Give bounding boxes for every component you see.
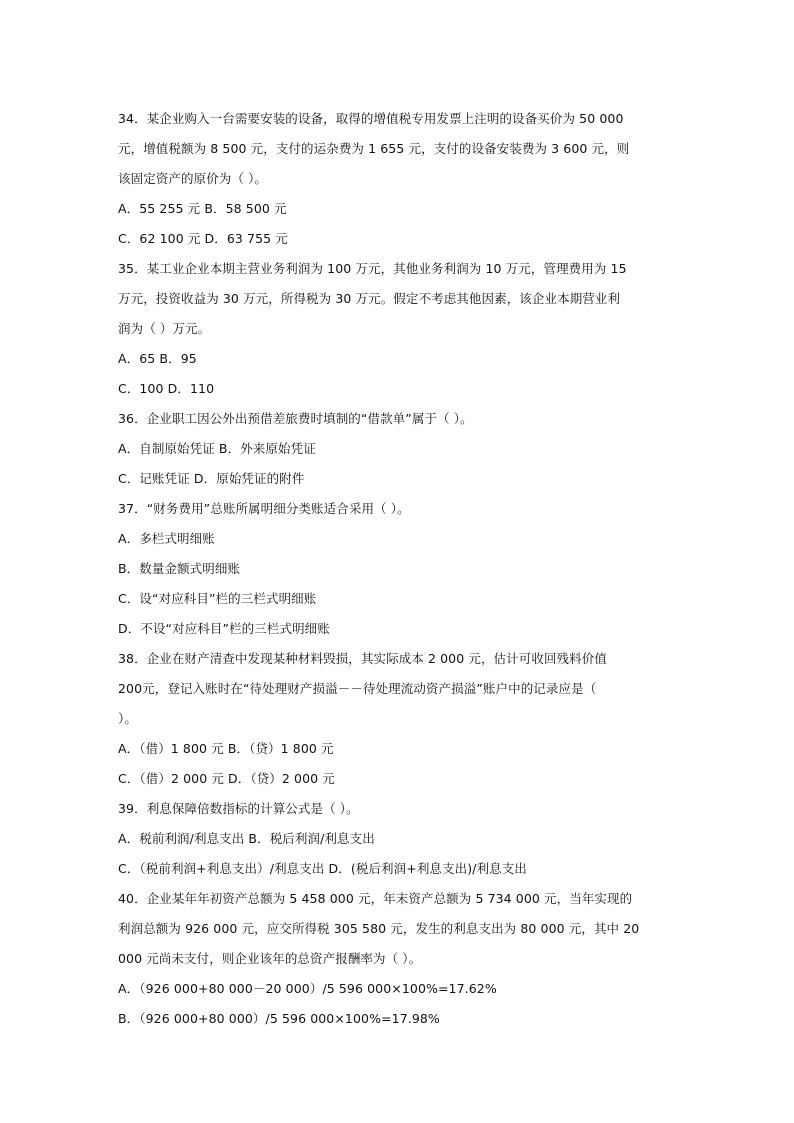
- q38-text-line-1: 38．企业在财产清查中发现某种材料毁损，其实际成本 2 000 元，估计可收回残料价值: [118, 651, 607, 666]
- q39-options-cd: C．（税前利润+利息支出）/利息支出 D．(税后利润+利息支出)/利息支出: [118, 861, 527, 876]
- q39-text: 39．利息保障倍数指标的计算公式是（ ）。: [118, 801, 359, 816]
- q35-text-line-2: 万元，投资收益为 30 万元，所得税为 30 万元。假定不考虑其他因素，该企业本期营业利: [118, 291, 621, 306]
- q38-text-line-2: 200元，登记入账时在“待处理财产损溢－－待处理流动资产损溢”账户中的记录应是（: [118, 681, 597, 696]
- q37-text: 37．“财务费用”总账所属明细分类账适合采用（ ）。: [118, 501, 410, 516]
- q36-text: 36．企业职工因公外出预借差旅费时填制的“借款单”属于（ ）。: [118, 411, 473, 426]
- q38-text-line-3: ）。: [118, 711, 137, 726]
- q36-options-cd: C．记账凭证 D．原始凭证的附件: [118, 471, 305, 486]
- q40-text-line-2: 利润总额为 926 000 元，应交所得税 305 580 元，发生的利息支出为 80 000 元，其中 20: [118, 921, 640, 936]
- q34-options-ab: A．55 255 元 B．58 500 元: [118, 201, 287, 216]
- q34-options-cd: C．62 100 元 D．63 755 元: [118, 231, 288, 246]
- q40-text-line-3: 000 元尚未支付，则企业该年的总资产报酬率为（ ）。: [118, 951, 422, 966]
- q35-options-ab: A．65 B．95: [118, 351, 197, 366]
- q34-text-line-1: 34．某企业购入一台需要安装的设备，取得的增值税专用发票上注明的设备买价为 50 000: [118, 111, 624, 126]
- q34-text-line-3: 该固定资产的原价为（ ）。: [118, 171, 268, 186]
- q37-option-d: D．不设“对应科目”栏的三栏式明细账: [118, 621, 330, 636]
- q35-text-line-3: 润为（ ）万元。: [118, 321, 211, 336]
- q40-option-a: A．（926 000+80 000－20 000）/5 596 000×100%=17.62%: [118, 981, 497, 996]
- q37-option-c: C．设“对应科目”栏的三栏式明细账: [118, 591, 317, 606]
- q37-option-a: A．多栏式明细账: [118, 531, 215, 546]
- q35-text-line-1: 35．某工业企业本期主营业务利润为 100 万元，其他业务利润为 10 万元，管理费用为 15: [118, 261, 627, 276]
- document-page: [118, 104, 678, 1034]
- q38-options-cd: C．（借）2 000 元 D．（贷）2 000 元: [118, 771, 335, 786]
- q34-text-line-2: 元，增值税额为 8 500 元，支付的运杂费为 1 655 元，支付的设备安装费为 3 600 元，则: [118, 141, 630, 156]
- q39-options-ab: A．税前利润/利息支出 B．税后利润/利息支出: [118, 831, 375, 846]
- q37-option-b: B．数量金额式明细账: [118, 561, 241, 576]
- q38-options-ab: A．（借）1 800 元 B．（贷）1 800 元: [118, 741, 334, 756]
- q35-options-cd: C．100 D．110: [118, 381, 215, 396]
- q40-option-b: B．（926 000+80 000）/5 596 000×100%=17.98%: [118, 1011, 440, 1026]
- q36-options-ab: A．自制原始凭证 B．外来原始凭证: [118, 441, 316, 456]
- q40-text-line-1: 40．企业某年年初资产总额为 5 458 000 元，年末资产总额为 5 734 000 元，当年实现的: [118, 891, 633, 906]
